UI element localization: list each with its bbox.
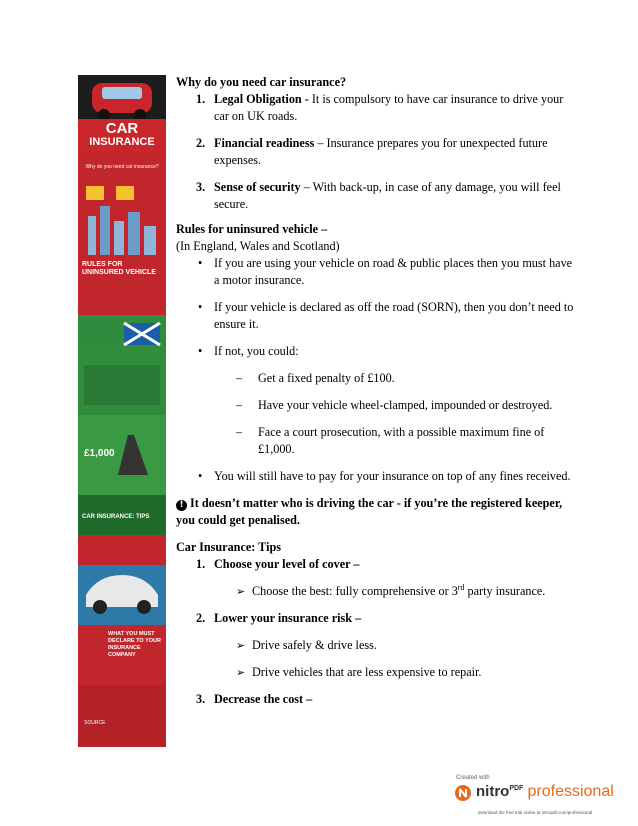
dash-icon: – [236, 398, 243, 412]
list-number: 1. [196, 557, 206, 571]
bullet-icon: • [198, 469, 203, 483]
item-title: Sense of security [214, 180, 301, 194]
infographic-declare-section [78, 625, 166, 685]
infographic-tips-section [78, 495, 166, 535]
tip-sub-text: Drive safely & drive less. [252, 638, 377, 652]
penalty-item-1 [176, 370, 576, 387]
tip-sub-2b [176, 664, 576, 681]
flags-illustration [78, 315, 166, 415]
arrow-icon: ➢ [236, 666, 246, 679]
ordinal-suffix: rd [457, 582, 465, 592]
list-number: 2. [196, 136, 206, 150]
tip-sub-text-pre: Choose the best: fully comprehensive or 3 [252, 584, 458, 598]
list-number: 1. [196, 92, 206, 106]
bullet-icon: • [198, 344, 203, 358]
bullet-text: If not, you could: [214, 344, 299, 358]
nitro-logo-icon [454, 784, 472, 802]
tip-item-2 [176, 610, 576, 627]
watermark-brand [476, 782, 614, 802]
infographic-title-banner [78, 119, 166, 155]
document-body [176, 74, 576, 708]
warning-text: It doesn’t matter who is driving the car - if you’re the registered keeper, you could get penalised. [176, 496, 563, 527]
bullet-icon: • [198, 256, 203, 270]
tips-list-2 [176, 610, 576, 627]
arrow-icon: ➢ [236, 639, 246, 652]
bullet-text: If you are using your vehicle on road & public places then you must have a motor insurance. [214, 256, 573, 287]
brand-professional: professional [527, 783, 614, 800]
tip-item-1 [176, 556, 576, 573]
infographic-declare-title: WHAT YOU MUST DECLARE TO YOUR INSURANCE COMPANY [108, 631, 161, 658]
infographic-rules-title: RULES FOR UNINSURED VEHICLE [82, 261, 156, 276]
rules-bullet-3 [176, 343, 576, 360]
tips-list-3 [176, 691, 576, 708]
infographic-footer [78, 685, 166, 747]
list-number: 3. [196, 692, 206, 706]
infographic-title: CAR [105, 120, 139, 137]
watermark-created: Created with [456, 775, 490, 781]
infographic-subtitle: Why do you need car insurance? [85, 164, 159, 170]
penalty-item-2 [176, 397, 576, 414]
item-text: – With back-up, in case of any damage, you will feel secure. [214, 180, 561, 211]
watermark-tagline: download the free trial online at nitropdf.com/professional [478, 810, 593, 815]
section-heading-tips: Car Insurance: Tips [176, 540, 281, 554]
infographic-tips-title: CAR INSURANCE: TIPS [82, 514, 150, 520]
infographic-green-section [78, 315, 166, 415]
section-heading-rules: Rules for uninsured vehicle – [176, 222, 328, 236]
item-text: – Insurance prepares you for unexpected future expenses. [214, 136, 548, 167]
tip-sub-2a [176, 637, 576, 654]
tip-sub-text-post: party insurance. [464, 584, 546, 598]
bullet-text: You will still have to pay for your insurance on top of any fines received. [214, 469, 571, 483]
tip-sub-text: Drive vehicles that are less expensive to repair. [252, 665, 482, 679]
city-illustration [78, 176, 166, 266]
penalty-item-3 [176, 424, 576, 458]
tip-title: Choose your level of cover – [214, 557, 360, 571]
tips-list [176, 556, 576, 573]
infographic-footer-text: SOURCE [84, 720, 106, 726]
section-heading-why: Why do you need car insurance? [176, 75, 347, 89]
tip-title: Decrease the cost – [214, 692, 313, 706]
why-list [176, 91, 576, 213]
list-number: 2. [196, 611, 206, 625]
arrow-icon: ➢ [236, 585, 246, 598]
rules-bullet-4 [176, 468, 576, 485]
tip-item-3 [176, 691, 576, 708]
penalty-text: Face a court prosecution, with a possible maximum fine of £1,000. [258, 425, 545, 456]
infographic-title2: INSURANCE [89, 136, 155, 148]
bullet-text: If your vehicle is declared as off the road (SORN), then you don’t need to ensure it. [214, 300, 574, 331]
exclamation-icon: ! [176, 500, 187, 511]
infographic-car-section [78, 535, 166, 625]
infographic-fine: £1,000 [84, 448, 115, 459]
item-title: Financial readiness [214, 136, 315, 150]
nitro-watermark [452, 770, 632, 818]
brand-pdf: PDF [509, 785, 524, 792]
dash-icon: – [236, 425, 243, 439]
infographic-why-section [78, 155, 166, 255]
penalty-text: Get a fixed penalty of £100. [258, 371, 395, 385]
penalty-text: Have your vehicle wheel-clamped, impounded or destroyed. [258, 398, 553, 412]
why-item-3 [176, 179, 576, 213]
tip-title: Lower your insurance risk – [214, 611, 362, 625]
item-title: Legal Obligation - [214, 92, 309, 106]
blue-car-illustration [78, 535, 166, 625]
tip-sub-1a [176, 583, 576, 600]
why-item-1 [176, 91, 576, 125]
warning-note [176, 495, 576, 529]
bullet-icon: • [198, 300, 203, 314]
infographic-fine-section [78, 415, 166, 495]
why-item-2 [176, 135, 576, 169]
item-text: It is compulsory to have car insurance to drive your car on UK roads. [214, 92, 564, 123]
dash-icon: – [236, 371, 243, 385]
list-number: 3. [196, 180, 206, 194]
rules-bullet-1 [176, 255, 576, 289]
rules-subheading: (In England, Wales and Scotland) [176, 239, 340, 253]
road-illustration [78, 435, 166, 475]
infographic-rules-section [78, 255, 166, 315]
rules-bullet-2 [176, 299, 576, 333]
brand-nitro: nitro [476, 783, 510, 800]
infographic-image [78, 75, 166, 747]
